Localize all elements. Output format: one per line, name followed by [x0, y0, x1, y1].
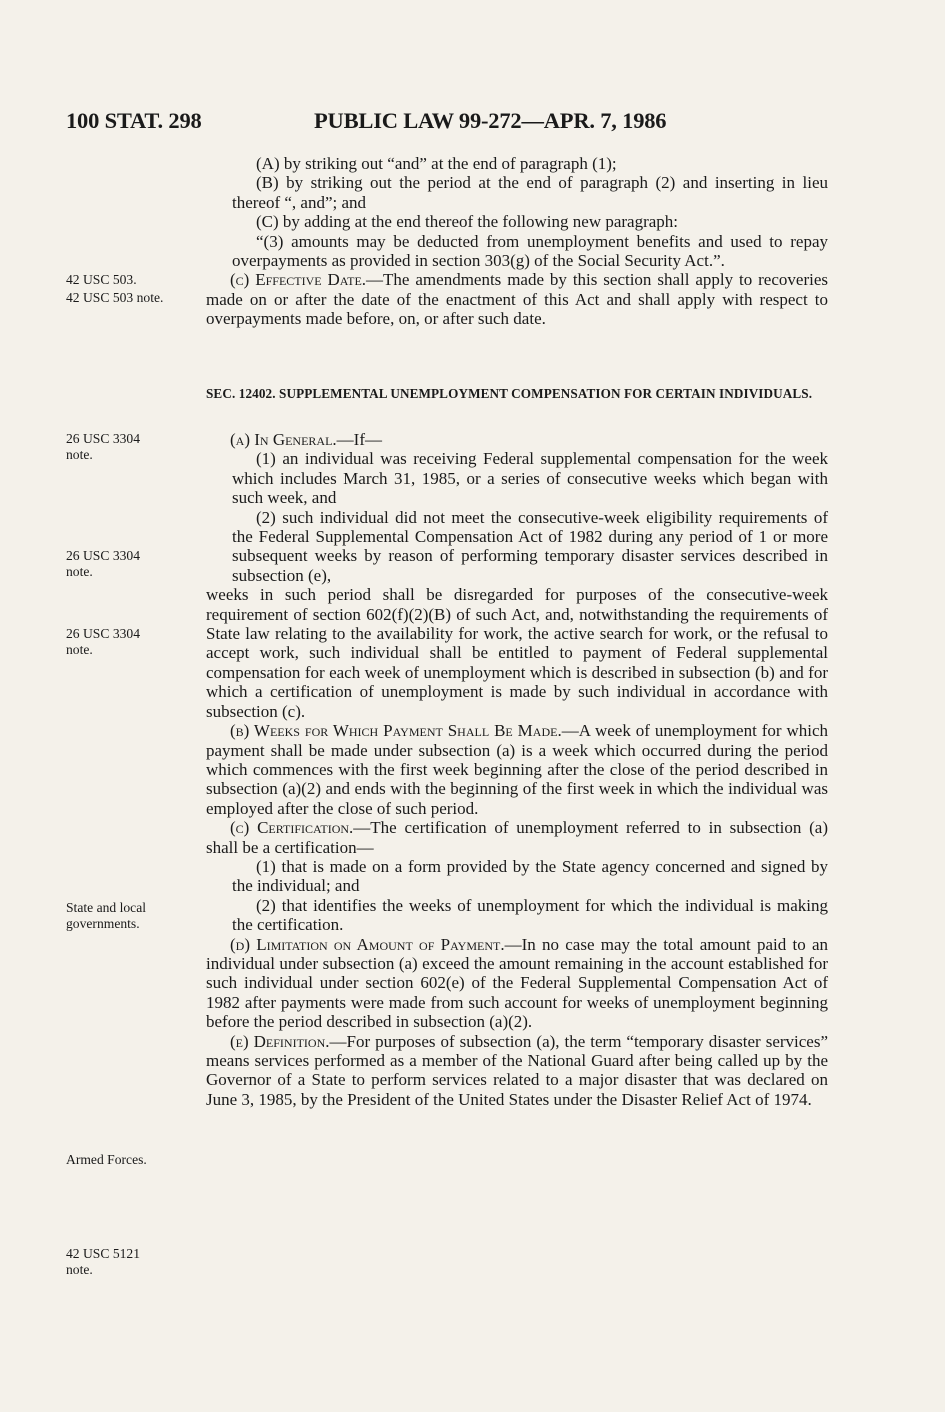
margin-note-42usc5121: 42 USC 5121 note.	[66, 1246, 141, 1277]
subsection-e	[206, 1032, 828, 1110]
subsection-a	[206, 430, 828, 449]
paragraph-C: (C) by adding at the end thereof the following new paragraph:	[256, 212, 679, 232]
subsection-text: —The amendments made by this section shall apply to recoveries made on or after the date of the enactment of this Act and shall apply with respect to overpayments made before, on, or after such date.	[206, 270, 828, 329]
subsection-c-effective-date	[206, 270, 828, 328]
page-stat-reference: 100 STAT. 298	[66, 108, 202, 133]
paragraph-C-3: “(3) amounts may be deducted from unemployment benefits and used to repay overpayments as provided in section 303(g) of the Social Security Act.”.	[232, 231, 828, 271]
subsection-heading: (c) Certification.	[230, 818, 354, 838]
paragraph-c-2: (2) that identifies the weeks of unemployment for which the individual is making the certification.	[232, 895, 828, 935]
margin-note-26usc3304-a: 26 USC 3304 note.	[66, 431, 141, 462]
subsection-heading: (a) In General.	[230, 430, 337, 449]
page-running-title: PUBLIC LAW 99-272—APR. 7, 1986	[314, 108, 667, 133]
subsection-text: —The certification of unemployment referred to in subsection (a) shall be a certification—	[206, 818, 828, 857]
margin-note-42usc503: 42 USC 503.	[66, 272, 137, 287]
text-block-prior-section	[206, 154, 828, 329]
subsection-b	[206, 721, 828, 818]
section-title: SEC. 12402. SUPPLEMENTAL UNEMPLOYMENT COMPENSATION FOR CERTAIN INDIVIDUALS.	[206, 386, 813, 401]
subsection-heading: (b) Weeks for Which Payment Shall Be Made.	[230, 721, 562, 741]
section-heading-block	[206, 385, 828, 403]
subsection-text: —In no case may the total amount paid to an individual under subsection (a) exceed the amount remaining in the account established for such individual under section 602(e) of the Federal Supplemental Compensation Act of 1982 after payments were made from such account for weeks of unemployment beginning before the period described in subsection (a)(2).	[206, 934, 828, 1032]
paragraph-c-1: (1) that is made on a form provided by the State agency concerned and signed by the individual; and	[232, 856, 828, 896]
margin-note-state-local: State and local governments.	[66, 900, 147, 931]
margin-note-armed-forces: Armed Forces.	[66, 1152, 147, 1167]
subsection-d	[206, 935, 828, 1032]
subsection-a-continuation: weeks in such period shall be disregarded for purposes of the consecutive-week requirement of section 602(f)(2)(B) of such Act, and, notwithstanding the requirements of State law relating to the availability for work, the active search for work, or the refusal to accept work, such individual shall be entitled to payment of Federal supplemental compensation for each week of unemployment which is described in subsection (b) and for which a certification of unemployment is made by such individual in accordance with subsection (c).	[206, 585, 828, 721]
subsection-text: —For purposes of subsection (a), the term “temporary disaster services” means services performed as a member of the National Guard after being called up by the Governor of a State to perform services related to a major disaster that was declared on June 3, 1985, by the President of the United States under the Disaster Relief Act of 1974.	[206, 1031, 828, 1109]
subsection-heading: (d) Limitation on Amount of Payment.	[230, 934, 505, 954]
margin-note-26usc3304-c: 26 USC 3304 note.	[66, 626, 141, 657]
paragraph-B: (B) by striking out the period at the end of paragraph (2) and inserting in lieu thereof “, and”; and	[232, 173, 828, 212]
paragraph-A: (A) by striking out “and” at the end of paragraph (1);	[256, 154, 617, 173]
subsection-c	[206, 818, 828, 857]
subsection-heading: (c) Effective Date.	[230, 270, 367, 290]
paragraph-a-1: (1) an individual was receiving Federal supplemental compensation for the week which includes March 31, 1985, or a series of consecutive weeks which began with such week, and	[232, 449, 828, 508]
paragraph-a-2: (2) such individual did not meet the consecutive-week eligibility requirements of the Federal Supplemental Compensation Act of 1982 during any period of 1 or more subsequent weeks by reason of performing temporary disaster services described in subsection (e),	[232, 507, 828, 585]
subsection-text: —A week of unemployment for which payment shall be made under subsection (a) is a week which occurred during the period which commences with the first week beginning after the close of the period described in subsection (a)(2) and ends with the beginning of the first week in which the individual was employed after the close of such period.	[206, 721, 828, 818]
margin-note-42usc503-note: 42 USC 503 note.	[66, 290, 164, 305]
text-block-sec-12402	[206, 430, 828, 1109]
subsection-text: —If—	[336, 430, 382, 449]
subsection-heading: (e) Definition.	[230, 1031, 330, 1051]
margin-note-26usc3304-b: 26 USC 3304 note.	[66, 548, 141, 579]
